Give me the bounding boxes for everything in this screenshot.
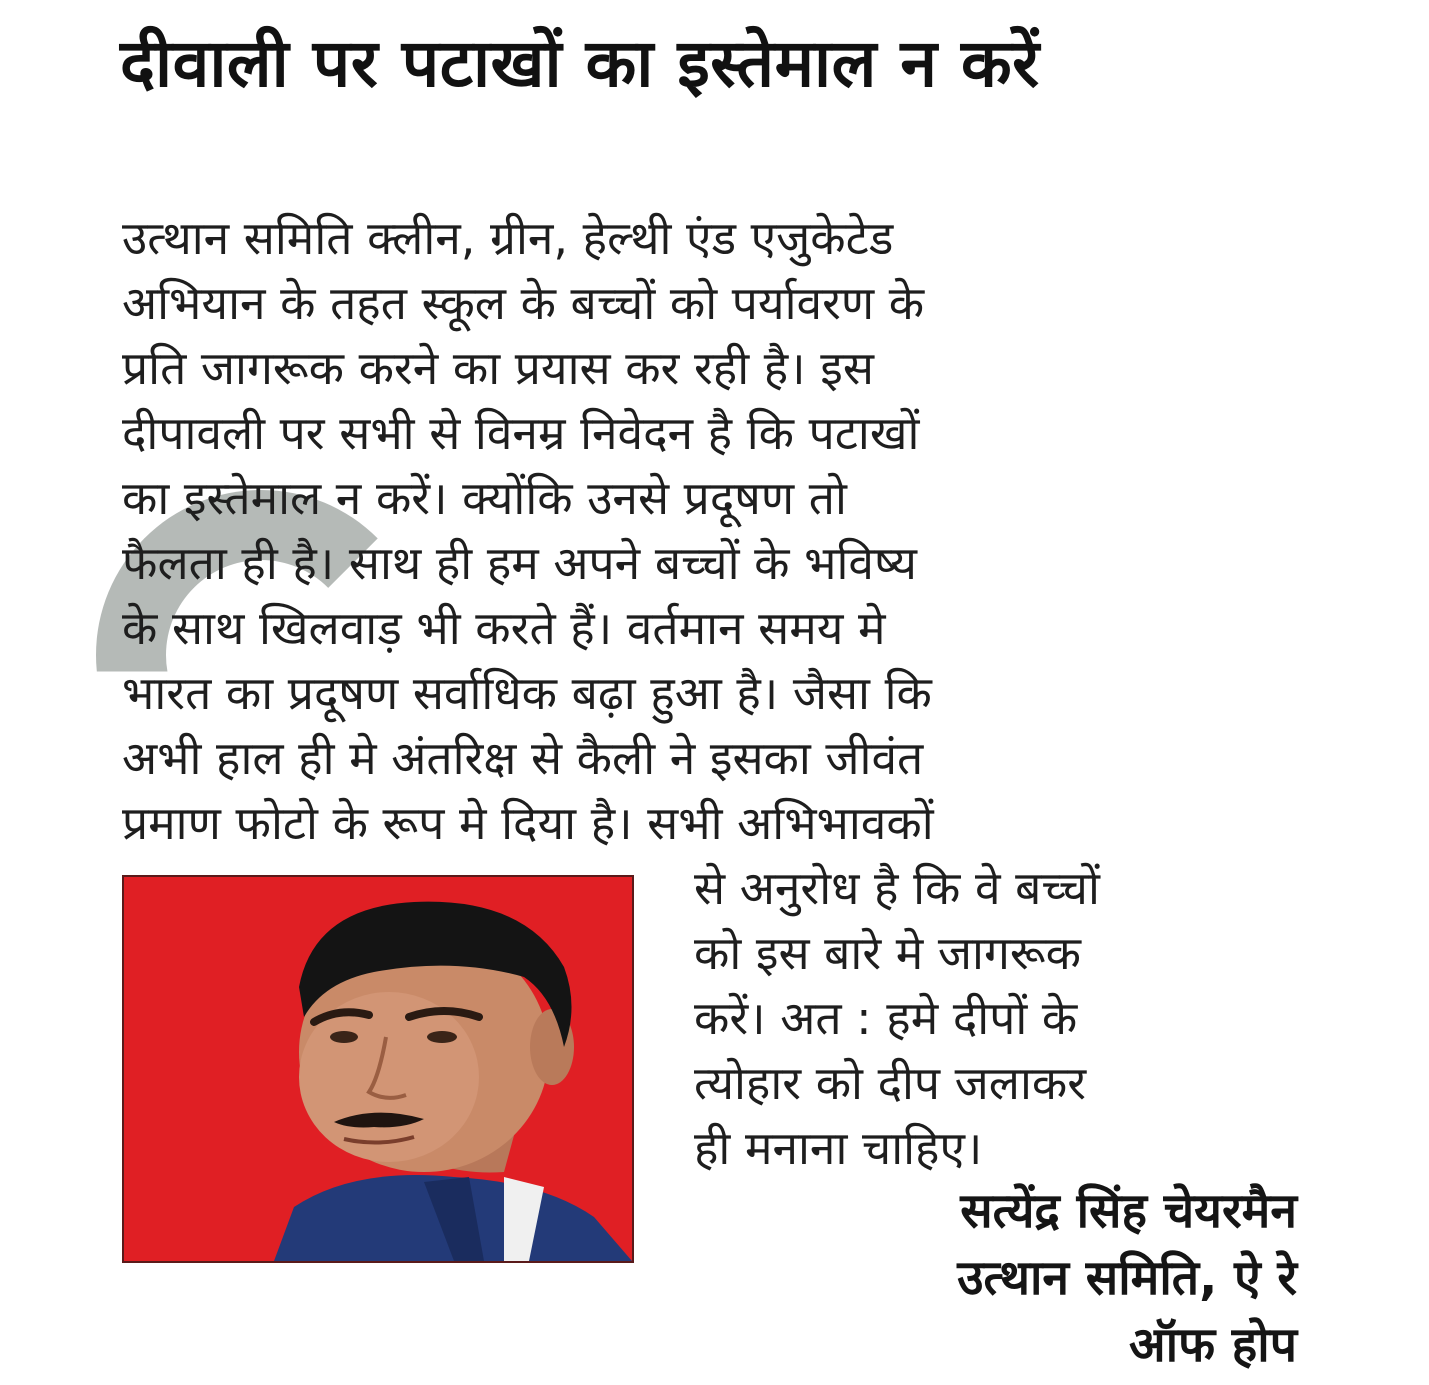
- body-line: का इस्तेमाल न करें। क्योंकि उनसे प्रदूषण तो: [122, 471, 847, 525]
- article-body: [122, 206, 1292, 856]
- body-line: अभी हाल ही मे अंतरिक्ष से कैली ने इसका जीवंत: [122, 731, 924, 785]
- signature-line: सत्येंद्र सिंह चेयरमैन: [960, 1183, 1297, 1239]
- side-line: त्योहार को दीप जलाकर: [694, 1056, 1087, 1110]
- signature-line: ऑफ होप: [1128, 1317, 1297, 1373]
- side-line: से अनुरोध है कि वे बच्चों: [694, 861, 1100, 915]
- body-line: प्रमाण फोटो के रूप मे दिया है। सभी अभिभावकों: [122, 796, 934, 850]
- body-line: दीपावली पर सभी से विनम्र निवेदन है कि पटाखों: [122, 406, 920, 460]
- body-line: भारत का प्रदूषण सर्वाधिक बढ़ा हुआ है। जैसा कि: [122, 666, 932, 720]
- side-line: को इस बारे मे जागरूक: [694, 926, 1081, 980]
- author-signature: [737, 1178, 1297, 1379]
- body-line: फैलता ही है। साथ ही हम अपने बच्चों के भविष्य: [122, 536, 917, 590]
- side-line: ही मनाना चाहिए।: [694, 1121, 983, 1175]
- side-line: करें। अत : हमे दीपों के: [694, 991, 1078, 1045]
- signature-line: उत्थान समिति, ऐ रे: [957, 1250, 1297, 1306]
- body-line: उत्थान समिति क्लीन, ग्रीन, हेल्थी एंड एजुकेटेड: [122, 211, 894, 265]
- portrait-illustration: [124, 877, 632, 1261]
- body-line: प्रति जागरूक करने का प्रयास कर रही है। इस: [122, 341, 874, 395]
- body-line: के साथ खिलवाड़ भी करते हैं। वर्तमान समय मे: [122, 601, 886, 655]
- body-line: अभियान के तहत स्कूल के बच्चों को पर्यावरण के: [122, 276, 925, 330]
- author-photo: [122, 875, 634, 1263]
- article-headline: दीवाली पर पटाखों का इस्तेमाल न करें: [120, 25, 1040, 102]
- article-body-continued: [694, 856, 1294, 1181]
